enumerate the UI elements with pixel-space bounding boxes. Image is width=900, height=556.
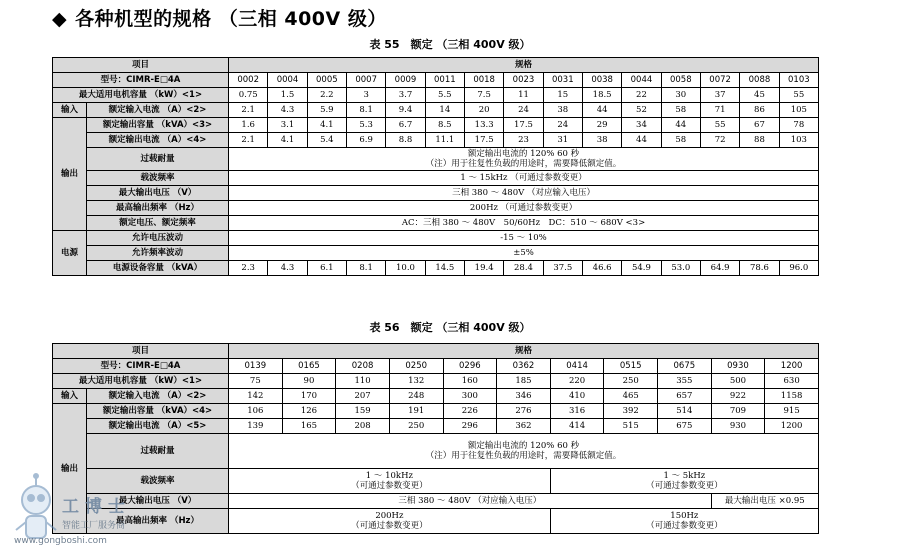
carrier-a-line-2: （可通过参数变更） bbox=[351, 481, 428, 491]
watermark-brand: 工博士 bbox=[62, 497, 131, 517]
section-heading bbox=[52, 4, 387, 31]
value-cell: 208 bbox=[336, 419, 390, 434]
value-cell: 915 bbox=[765, 404, 819, 419]
value-cell: 7.5 bbox=[464, 88, 503, 103]
value-cell: 110 bbox=[336, 374, 390, 389]
diamond-marker: ◆ bbox=[52, 8, 68, 30]
value-cell: 1.5 bbox=[268, 88, 307, 103]
carrier-value: 1 ～ 15kHz （可通过参数变更） bbox=[229, 171, 819, 186]
max-freq-value-a bbox=[229, 509, 551, 534]
value-cell: 15 bbox=[543, 88, 582, 103]
rated-input-current-label: 额定输入电流 （A）<2> bbox=[87, 389, 229, 404]
value-cell: 226 bbox=[443, 404, 497, 419]
input-group-label: 输入 bbox=[53, 389, 87, 404]
carrier-label: 载波频率 bbox=[87, 469, 229, 494]
model-cell: 0362 bbox=[497, 359, 551, 374]
value-cell: 1.6 bbox=[229, 118, 268, 133]
input-group-label: 输入 bbox=[53, 103, 87, 118]
rated-voltage-label: 额定电压、额定频率 bbox=[87, 216, 229, 231]
value-cell: 410 bbox=[550, 389, 604, 404]
value-cell: 78 bbox=[779, 118, 818, 133]
max-freq-b-line-1: 150Hz bbox=[670, 511, 699, 521]
value-cell: 3.1 bbox=[268, 118, 307, 133]
value-cell: 207 bbox=[336, 389, 390, 404]
value-cell: 3 bbox=[347, 88, 386, 103]
value-cell: 23 bbox=[504, 133, 543, 148]
rating-table-55 bbox=[52, 57, 819, 276]
value-cell: 8.5 bbox=[425, 118, 464, 133]
model-cell: 0139 bbox=[229, 359, 283, 374]
value-cell: 67 bbox=[740, 118, 779, 133]
power-group-label: 电源 bbox=[53, 231, 87, 276]
value-cell: 46.6 bbox=[582, 261, 621, 276]
value-cell: 37 bbox=[700, 88, 739, 103]
table-caption: 表 56 额定 （三相 400V 级） bbox=[369, 321, 531, 334]
carrier-value-a bbox=[229, 469, 551, 494]
value-cell: 24 bbox=[543, 118, 582, 133]
table-row bbox=[53, 344, 819, 359]
value-cell: 2.3 bbox=[229, 261, 268, 276]
section-heading-text: 各种机型的规格 （三相 400V 级） bbox=[75, 8, 387, 30]
voltage-fluct-value: -15 ～ 10% bbox=[229, 231, 819, 246]
value-cell: 54.9 bbox=[622, 261, 661, 276]
overload-line-1: 额定输出电流的 120% 60 秒 bbox=[467, 441, 580, 451]
table-row bbox=[53, 374, 819, 389]
value-cell: 185 bbox=[497, 374, 551, 389]
value-cell: 29 bbox=[582, 118, 621, 133]
value-cell: 465 bbox=[604, 389, 658, 404]
value-cell: 5.9 bbox=[307, 103, 346, 118]
value-cell: 11.1 bbox=[425, 133, 464, 148]
table-row bbox=[53, 201, 819, 216]
value-cell: 44 bbox=[622, 133, 661, 148]
carrier-value-b bbox=[550, 469, 818, 494]
value-cell: 34 bbox=[622, 118, 661, 133]
carrier-a-line-1: 1 ～ 10kHz bbox=[365, 471, 413, 481]
value-cell: 5.3 bbox=[347, 118, 386, 133]
value-cell: 31 bbox=[543, 133, 582, 148]
model-cell: 0165 bbox=[282, 359, 336, 374]
value-cell: 55 bbox=[779, 88, 818, 103]
value-cell: 24 bbox=[504, 103, 543, 118]
table-row bbox=[53, 73, 819, 88]
table-row bbox=[53, 509, 819, 534]
value-cell: 18.5 bbox=[582, 88, 621, 103]
max-freq-value-b bbox=[550, 509, 818, 534]
max-freq-b-line-2: （可通过参数变更） bbox=[646, 521, 723, 531]
model-cell: 0088 bbox=[740, 73, 779, 88]
value-cell: 17.5 bbox=[464, 133, 503, 148]
rated-output-current-label: 额定输出电流 （A）<5> bbox=[87, 419, 229, 434]
model-cell: 0009 bbox=[386, 73, 425, 88]
model-cell: 0250 bbox=[389, 359, 443, 374]
overload-value bbox=[229, 434, 819, 469]
value-cell: 4.3 bbox=[268, 103, 307, 118]
table-row bbox=[53, 133, 819, 148]
model-cell: 0515 bbox=[604, 359, 658, 374]
value-cell: 2.1 bbox=[229, 103, 268, 118]
output-group-label: 输出 bbox=[53, 118, 87, 231]
value-cell: 55 bbox=[700, 118, 739, 133]
value-cell: 71 bbox=[700, 103, 739, 118]
overload-label: 过载耐量 bbox=[87, 148, 229, 171]
table-row bbox=[53, 434, 819, 469]
table-row bbox=[53, 389, 819, 404]
max-voltage-value: 三相 380 ～ 480V （对应输入电压） bbox=[229, 186, 819, 201]
model-cell: 0103 bbox=[779, 73, 818, 88]
value-cell: 8.1 bbox=[347, 103, 386, 118]
model-label: 型号：CIMR-E□4A bbox=[53, 359, 229, 374]
value-cell: 20 bbox=[464, 103, 503, 118]
item-header: 项目 bbox=[53, 58, 229, 73]
value-cell: 160 bbox=[443, 374, 497, 389]
table-row bbox=[53, 216, 819, 231]
value-cell: 106 bbox=[229, 404, 283, 419]
model-cell: 0005 bbox=[307, 73, 346, 88]
max-voltage-label: 最大输出电压 （V） bbox=[87, 494, 229, 509]
value-cell: 220 bbox=[550, 374, 604, 389]
value-cell: 58 bbox=[661, 103, 700, 118]
overload-line-2: （注）用于往复性负载的用途时，需要降低额定值。 bbox=[425, 451, 622, 461]
value-cell: 52 bbox=[622, 103, 661, 118]
overload-line-2: （注）用于往复性负载的用途时，需要降低额定值。 bbox=[425, 159, 622, 169]
value-cell: 64.9 bbox=[700, 261, 739, 276]
carrier-b-line-1: 1 ～ 5kHz bbox=[663, 471, 706, 481]
table-row bbox=[53, 404, 819, 419]
value-cell: 38 bbox=[543, 103, 582, 118]
overload-label: 过载耐量 bbox=[87, 434, 229, 469]
value-cell: 44 bbox=[582, 103, 621, 118]
table-row bbox=[53, 103, 819, 118]
value-cell: 514 bbox=[658, 404, 712, 419]
value-cell: 414 bbox=[550, 419, 604, 434]
value-cell: 8.1 bbox=[347, 261, 386, 276]
max-voltage-value: 三相 380 ～ 480V （对应输入电压） bbox=[229, 494, 712, 509]
table-row bbox=[53, 88, 819, 103]
value-cell: 37.5 bbox=[543, 261, 582, 276]
value-cell: 8.8 bbox=[386, 133, 425, 148]
value-cell: 248 bbox=[389, 389, 443, 404]
value-cell: 139 bbox=[229, 419, 283, 434]
value-cell: 19.4 bbox=[464, 261, 503, 276]
value-cell: 6.1 bbox=[307, 261, 346, 276]
table-row bbox=[53, 186, 819, 201]
carrier-label: 载波频率 bbox=[87, 171, 229, 186]
table-row bbox=[53, 419, 819, 434]
value-cell: 3.7 bbox=[386, 88, 425, 103]
value-cell: 296 bbox=[443, 419, 497, 434]
max-freq-a-line-1: 200Hz bbox=[375, 511, 404, 521]
table-row bbox=[53, 469, 819, 494]
value-cell: 38 bbox=[582, 133, 621, 148]
value-cell: 132 bbox=[389, 374, 443, 389]
table-row bbox=[53, 231, 819, 246]
value-cell: 0.75 bbox=[229, 88, 268, 103]
model-cell: 0072 bbox=[700, 73, 739, 88]
value-cell: 14 bbox=[425, 103, 464, 118]
carrier-b-line-2: （可通过参数变更） bbox=[646, 481, 723, 491]
table-caption: 表 55 额定 （三相 400V 级） bbox=[369, 38, 531, 51]
value-cell: 392 bbox=[604, 404, 658, 419]
value-cell: 5.5 bbox=[425, 88, 464, 103]
output-group-label: 输出 bbox=[53, 404, 87, 534]
watermark-url: www.gongboshi.com bbox=[14, 536, 107, 546]
max-freq-value: 200Hz （可通过参数变更） bbox=[229, 201, 819, 216]
value-cell: 142 bbox=[229, 389, 283, 404]
value-cell: 4.3 bbox=[268, 261, 307, 276]
value-cell: 630 bbox=[765, 374, 819, 389]
value-cell: 6.9 bbox=[347, 133, 386, 148]
value-cell: 13.3 bbox=[464, 118, 503, 133]
model-label: 型号：CIMR-E□4A bbox=[53, 73, 229, 88]
model-cell: 0675 bbox=[658, 359, 712, 374]
value-cell: 22 bbox=[622, 88, 661, 103]
value-cell: 28.4 bbox=[504, 261, 543, 276]
value-cell: 30 bbox=[661, 88, 700, 103]
voltage-fluct-label: 允许电压波动 bbox=[87, 231, 229, 246]
value-cell: 1158 bbox=[765, 389, 819, 404]
value-cell: 316 bbox=[550, 404, 604, 419]
value-cell: 9.4 bbox=[386, 103, 425, 118]
max-voltage-value-b: 最大输出电压 ×0.95 bbox=[711, 494, 818, 509]
model-cell: 0044 bbox=[622, 73, 661, 88]
value-cell: 44 bbox=[661, 118, 700, 133]
value-cell: 4.1 bbox=[307, 118, 346, 133]
model-cell: 0002 bbox=[229, 73, 268, 88]
model-cell: 0930 bbox=[711, 359, 765, 374]
value-cell: 300 bbox=[443, 389, 497, 404]
value-cell: 515 bbox=[604, 419, 658, 434]
max-motor-label: 最大适用电机容量 （kW）<1> bbox=[53, 88, 229, 103]
value-cell: 500 bbox=[711, 374, 765, 389]
value-cell: 2.1 bbox=[229, 133, 268, 148]
model-cell: 0038 bbox=[582, 73, 621, 88]
overload-value bbox=[229, 148, 819, 171]
value-cell: 11 bbox=[504, 88, 543, 103]
rated-output-capacity-label: 额定输出容量 （kVA）<4> bbox=[87, 404, 229, 419]
value-cell: 88 bbox=[740, 133, 779, 148]
item-header: 项目 bbox=[53, 344, 229, 359]
value-cell: 657 bbox=[658, 389, 712, 404]
value-cell: 103 bbox=[779, 133, 818, 148]
rated-input-current-label: 额定输入电流 （A）<2> bbox=[87, 103, 229, 118]
value-cell: 276 bbox=[497, 404, 551, 419]
value-cell: 53.0 bbox=[661, 261, 700, 276]
rating-table-56 bbox=[52, 343, 819, 534]
max-freq-label: 最高输出频率 （Hz） bbox=[87, 509, 229, 534]
value-cell: 72 bbox=[700, 133, 739, 148]
value-cell: 90 bbox=[282, 374, 336, 389]
value-cell: 45 bbox=[740, 88, 779, 103]
watermark-subtitle: 智能工厂服务商 bbox=[62, 521, 126, 531]
max-motor-label: 最大适用电机容量 （kW）<1> bbox=[53, 374, 229, 389]
model-cell: 0023 bbox=[504, 73, 543, 88]
table-row bbox=[53, 118, 819, 133]
value-cell: 250 bbox=[389, 419, 443, 434]
table-row bbox=[53, 494, 819, 509]
spec-header: 规格 bbox=[229, 58, 819, 73]
value-cell: 355 bbox=[658, 374, 712, 389]
value-cell: 675 bbox=[658, 419, 712, 434]
value-cell: 922 bbox=[711, 389, 765, 404]
model-cell: 0414 bbox=[550, 359, 604, 374]
value-cell: 1200 bbox=[765, 419, 819, 434]
value-cell: 17.5 bbox=[504, 118, 543, 133]
value-cell: 86 bbox=[740, 103, 779, 118]
table-row bbox=[53, 261, 819, 276]
value-cell: 6.7 bbox=[386, 118, 425, 133]
table-row bbox=[53, 246, 819, 261]
rated-output-capacity-label: 额定输出容量 （kVA）<3> bbox=[87, 118, 229, 133]
freq-fluct-label: 允许频率波动 bbox=[87, 246, 229, 261]
overload-line-1: 额定输出电流的 120% 60 秒 bbox=[467, 149, 580, 159]
model-cell: 0296 bbox=[443, 359, 497, 374]
model-cell: 1200 bbox=[765, 359, 819, 374]
power-capacity-label: 电源设备容量 （kVA） bbox=[87, 261, 229, 276]
max-freq-label: 最高输出频率 （Hz） bbox=[87, 201, 229, 216]
spec-header: 规格 bbox=[229, 344, 819, 359]
value-cell: 170 bbox=[282, 389, 336, 404]
value-cell: 362 bbox=[497, 419, 551, 434]
value-cell: 191 bbox=[389, 404, 443, 419]
rated-output-current-label: 额定输出电流 （A）<4> bbox=[87, 133, 229, 148]
model-cell: 0018 bbox=[464, 73, 503, 88]
value-cell: 14.5 bbox=[425, 261, 464, 276]
value-cell: 96.0 bbox=[779, 261, 818, 276]
value-cell: 5.4 bbox=[307, 133, 346, 148]
value-cell: 165 bbox=[282, 419, 336, 434]
max-voltage-label: 最大输出电压 （V） bbox=[87, 186, 229, 201]
value-cell: 58 bbox=[661, 133, 700, 148]
freq-fluct-value: ±5% bbox=[229, 246, 819, 261]
value-cell: 105 bbox=[779, 103, 818, 118]
value-cell: 10.0 bbox=[386, 261, 425, 276]
value-cell: 78.6 bbox=[740, 261, 779, 276]
model-cell: 0208 bbox=[336, 359, 390, 374]
model-cell: 0011 bbox=[425, 73, 464, 88]
value-cell: 346 bbox=[497, 389, 551, 404]
value-cell: 126 bbox=[282, 404, 336, 419]
rated-voltage-value: AC：三相 380 ～ 480V 50/60Hz DC：510 ～ 680V <3> bbox=[229, 216, 819, 231]
model-cell: 0058 bbox=[661, 73, 700, 88]
value-cell: 2.2 bbox=[307, 88, 346, 103]
value-cell: 930 bbox=[711, 419, 765, 434]
value-cell: 250 bbox=[604, 374, 658, 389]
model-cell: 0031 bbox=[543, 73, 582, 88]
value-cell: 75 bbox=[229, 374, 283, 389]
value-cell: 4.1 bbox=[268, 133, 307, 148]
max-freq-a-line-2: （可通过参数变更） bbox=[351, 521, 428, 531]
table-row bbox=[53, 148, 819, 171]
model-cell: 0007 bbox=[347, 73, 386, 88]
model-cell: 0004 bbox=[268, 73, 307, 88]
table-row bbox=[53, 359, 819, 374]
table-row bbox=[53, 58, 819, 73]
value-cell: 709 bbox=[711, 404, 765, 419]
value-cell: 159 bbox=[336, 404, 390, 419]
table-row bbox=[53, 171, 819, 186]
